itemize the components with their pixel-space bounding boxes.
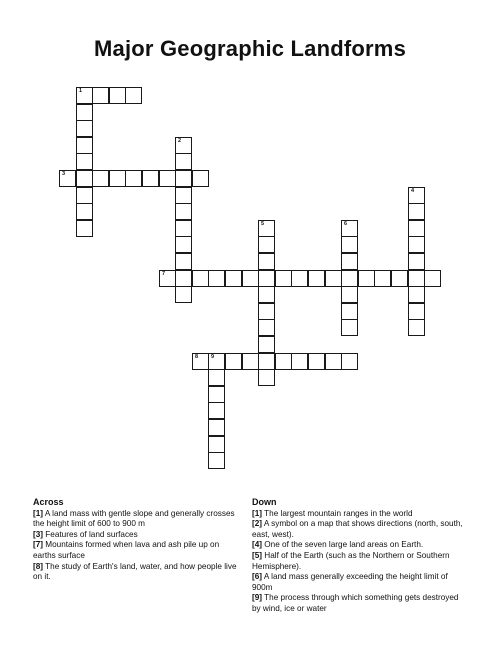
clue-number: [2] bbox=[252, 519, 263, 529]
grid-cell[interactable] bbox=[208, 436, 225, 453]
clue-number: [9] bbox=[252, 593, 263, 603]
grid-cell[interactable] bbox=[341, 319, 358, 336]
grid-cell[interactable] bbox=[125, 170, 142, 187]
grid-cell[interactable] bbox=[208, 419, 225, 436]
grid-cell[interactable] bbox=[59, 170, 76, 187]
clue-text: Half of the Earth (such as the Northern or Southern Hemisphere). bbox=[252, 550, 450, 571]
grid-cell[interactable] bbox=[76, 187, 93, 204]
clue-number: [3] bbox=[33, 529, 44, 539]
grid-cell[interactable] bbox=[208, 452, 225, 469]
grid-cell[interactable] bbox=[76, 170, 93, 187]
cell-number: 6 bbox=[344, 221, 348, 227]
grid-cell[interactable] bbox=[225, 353, 242, 370]
grid-cell[interactable] bbox=[258, 253, 275, 270]
clue-text: A land mass generally exceeding the height limit of 900m bbox=[252, 572, 448, 592]
cell-number: 4 bbox=[411, 188, 415, 194]
grid-cell[interactable] bbox=[76, 120, 93, 137]
grid-cell[interactable] bbox=[408, 236, 425, 253]
grid-cell[interactable] bbox=[208, 386, 225, 403]
clue-across-1 bbox=[33, 509, 243, 530]
clue-text: The largest mountain ranges in the world bbox=[264, 508, 413, 518]
grid-cell[interactable] bbox=[408, 270, 425, 287]
down-clues bbox=[252, 497, 467, 615]
grid-cell[interactable] bbox=[341, 236, 358, 253]
grid-cell[interactable] bbox=[175, 286, 192, 303]
grid-cell[interactable] bbox=[208, 402, 225, 419]
grid-cell[interactable] bbox=[408, 187, 425, 204]
grid-cell[interactable] bbox=[208, 270, 225, 287]
grid-cell[interactable] bbox=[159, 170, 176, 187]
puzzle-title: Major Geographic Landforms bbox=[93, 36, 407, 61]
grid-cell[interactable] bbox=[408, 303, 425, 320]
cell-number: 3 bbox=[62, 171, 66, 177]
clue-down-2 bbox=[252, 519, 467, 540]
grid-cell[interactable] bbox=[258, 236, 275, 253]
grid-cell[interactable] bbox=[358, 270, 375, 287]
grid-cell[interactable] bbox=[374, 270, 391, 287]
grid-cell[interactable] bbox=[275, 353, 292, 370]
grid-cell[interactable] bbox=[125, 87, 142, 104]
grid-cell[interactable] bbox=[275, 270, 292, 287]
grid-cell[interactable] bbox=[242, 270, 259, 287]
grid-cell[interactable] bbox=[341, 220, 358, 237]
grid-cell[interactable] bbox=[408, 319, 425, 336]
grid-cell[interactable] bbox=[258, 319, 275, 336]
grid-cell[interactable] bbox=[341, 303, 358, 320]
grid-cell[interactable] bbox=[175, 137, 192, 154]
clue-down-9 bbox=[252, 593, 467, 614]
down-heading: Down bbox=[252, 497, 277, 507]
cell-number: 5 bbox=[261, 221, 265, 227]
clue-text: The study of Earth's land, water, and how people live on it. bbox=[33, 561, 237, 582]
grid-cell[interactable] bbox=[159, 270, 176, 287]
clue-across-3 bbox=[33, 530, 243, 541]
clue-text: A land mass with gentle slope and generally crosses the height limit of 600 to 900 m bbox=[33, 508, 235, 529]
grid-cell[interactable] bbox=[76, 104, 93, 121]
clue-across-7 bbox=[33, 540, 243, 561]
clue-down-6 bbox=[252, 572, 467, 593]
grid-cell[interactable] bbox=[175, 170, 192, 187]
grid-cell[interactable] bbox=[258, 353, 275, 370]
grid-cell[interactable] bbox=[208, 353, 225, 370]
cell-number: 1 bbox=[79, 88, 83, 94]
grid-cell[interactable] bbox=[341, 270, 358, 287]
grid-cell[interactable] bbox=[76, 87, 93, 104]
grid-cell[interactable] bbox=[192, 270, 209, 287]
grid-cell[interactable] bbox=[109, 170, 126, 187]
clue-text: One of the seven large land areas on Earth. bbox=[264, 540, 424, 550]
clue-across-8 bbox=[33, 562, 243, 583]
grid-cell[interactable] bbox=[341, 286, 358, 303]
grid-cell[interactable] bbox=[408, 253, 425, 270]
grid-cell[interactable] bbox=[258, 336, 275, 353]
grid-cell[interactable] bbox=[258, 220, 275, 237]
grid-cell[interactable] bbox=[76, 203, 93, 220]
grid-cell[interactable] bbox=[175, 220, 192, 237]
grid-cell[interactable] bbox=[258, 369, 275, 386]
cell-number: 7 bbox=[162, 271, 166, 277]
grid-cell[interactable] bbox=[76, 137, 93, 154]
grid-cell[interactable] bbox=[258, 303, 275, 320]
clue-number: [4] bbox=[252, 540, 263, 550]
grid-cell[interactable] bbox=[408, 220, 425, 237]
grid-cell[interactable] bbox=[175, 270, 192, 287]
grid-cell[interactable] bbox=[175, 187, 192, 204]
grid-cell[interactable] bbox=[341, 253, 358, 270]
grid-cell[interactable] bbox=[76, 220, 93, 237]
clue-number: [5] bbox=[252, 550, 263, 560]
grid-cell[interactable] bbox=[291, 353, 308, 370]
grid-cell[interactable] bbox=[192, 353, 209, 370]
grid-cell[interactable] bbox=[76, 153, 93, 170]
grid-cell[interactable] bbox=[175, 236, 192, 253]
grid-cell[interactable] bbox=[225, 270, 242, 287]
clue-text: Mountains formed when lava and ash pile up on earths surface bbox=[33, 540, 220, 560]
clue-down-4 bbox=[252, 540, 467, 551]
clue-number: [1] bbox=[33, 508, 44, 518]
clue-down-5 bbox=[252, 551, 467, 572]
cell-number: 2 bbox=[178, 138, 182, 144]
grid-cell[interactable] bbox=[175, 153, 192, 170]
grid-cell[interactable] bbox=[258, 286, 275, 303]
grid-cell[interactable] bbox=[242, 353, 259, 370]
clue-text: The process through which something gets destroyed by wind, ice or water bbox=[252, 593, 459, 613]
grid-cell[interactable] bbox=[291, 270, 308, 287]
grid-cell[interactable] bbox=[325, 270, 342, 287]
clue-number: [1] bbox=[252, 508, 263, 518]
grid-cell[interactable] bbox=[192, 170, 209, 187]
grid-cell[interactable] bbox=[208, 369, 225, 386]
grid-cell[interactable] bbox=[408, 286, 425, 303]
grid-cell[interactable] bbox=[92, 87, 109, 104]
grid-cell[interactable] bbox=[341, 353, 358, 370]
clue-number: [7] bbox=[33, 540, 44, 550]
grid-cell[interactable] bbox=[424, 270, 441, 287]
across-heading: Across bbox=[33, 497, 64, 507]
clue-number: [6] bbox=[252, 572, 263, 582]
grid-cell[interactable] bbox=[175, 203, 192, 220]
clue-down-1 bbox=[252, 509, 467, 520]
clue-text: Features of land surfaces bbox=[45, 529, 138, 539]
grid-cell[interactable] bbox=[308, 270, 325, 287]
grid-cell[interactable] bbox=[391, 270, 408, 287]
across-clues bbox=[33, 497, 243, 583]
clue-text: A symbol on a map that shows directions (north, south, east, west). bbox=[252, 519, 463, 539]
grid-cell[interactable] bbox=[175, 253, 192, 270]
grid-cell[interactable] bbox=[92, 170, 109, 187]
grid-cell[interactable] bbox=[408, 203, 425, 220]
grid-cell[interactable] bbox=[258, 270, 275, 287]
clue-number: [8] bbox=[33, 561, 44, 571]
grid-cell[interactable] bbox=[109, 87, 126, 104]
grid-cell[interactable] bbox=[325, 353, 342, 370]
grid-cell[interactable] bbox=[308, 353, 325, 370]
cell-number: 9 bbox=[211, 354, 215, 360]
grid-cell[interactable] bbox=[142, 170, 159, 187]
cell-number: 8 bbox=[195, 354, 199, 360]
